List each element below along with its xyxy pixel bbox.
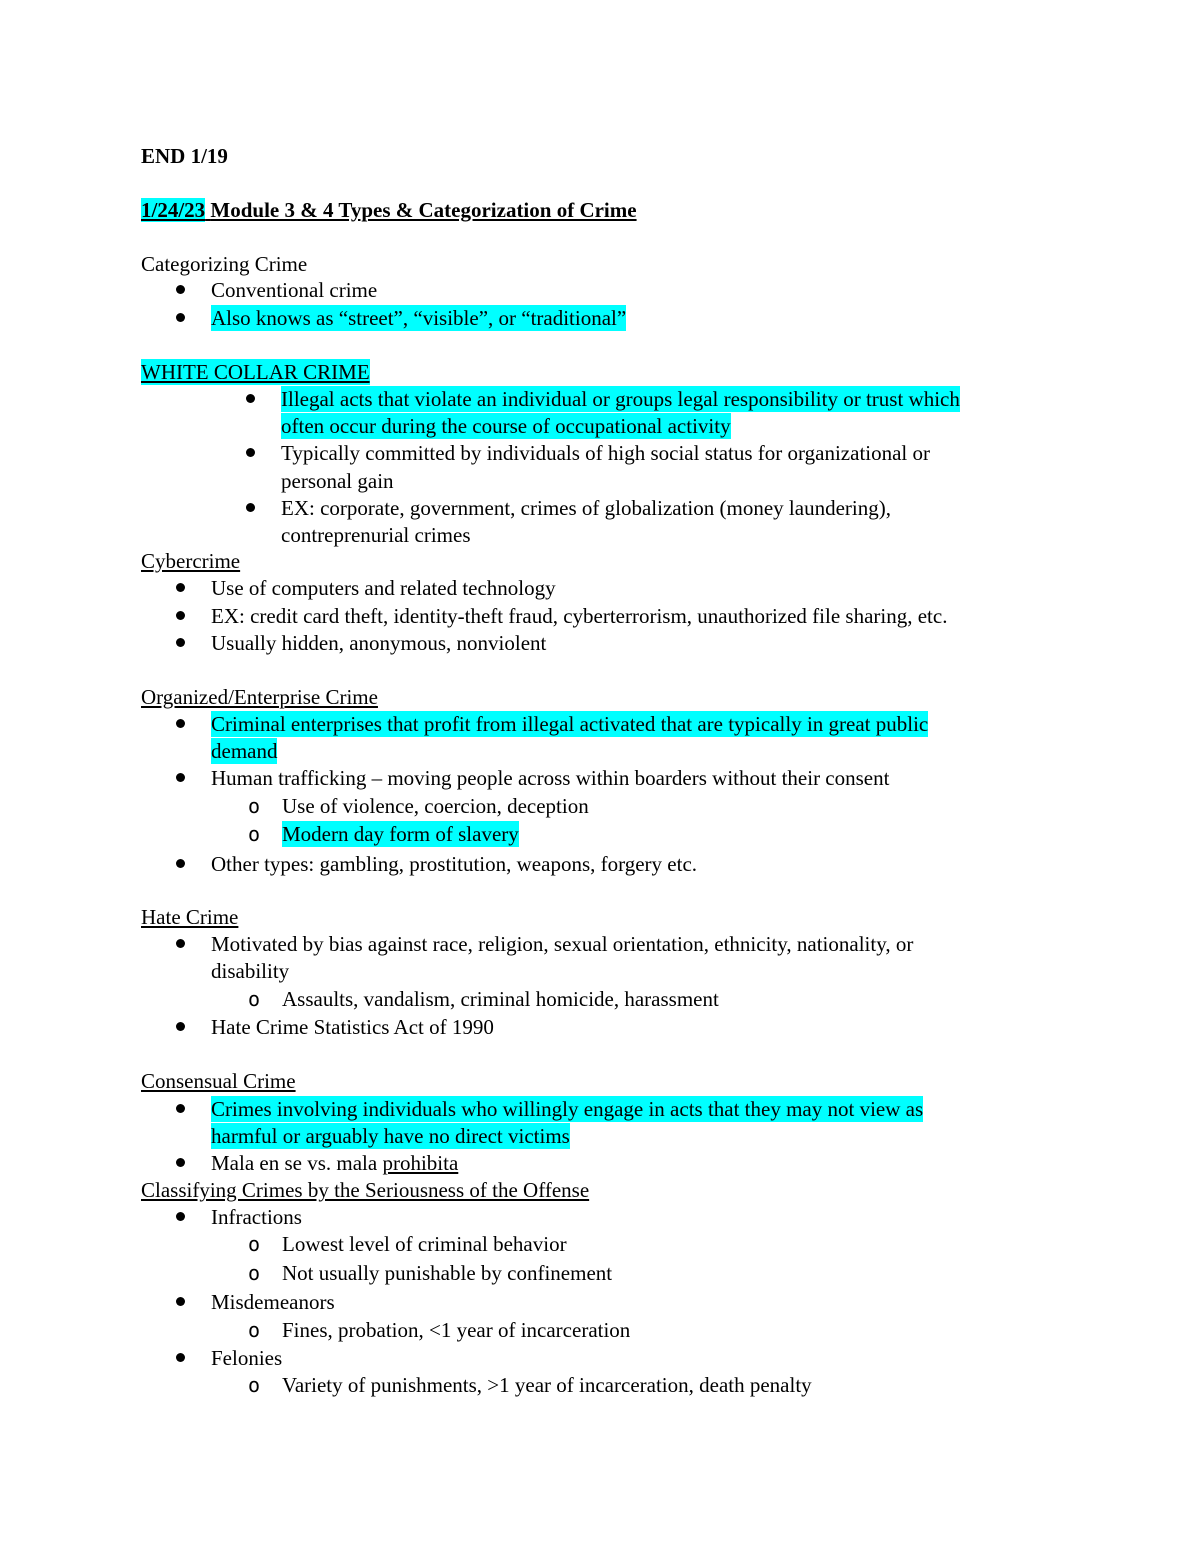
- list-item-highlighted: Also knows as “street”, “visible”, or “traditional”: [211, 306, 627, 330]
- bullet-icon: [176, 939, 185, 948]
- list-item: EX: credit card theft, identity-theft fraud, cyberterrorism, unauthorized file sharing, etc.: [211, 604, 948, 628]
- bullet-icon: [246, 394, 255, 403]
- list-item-continuation: contreprenurial crimes: [281, 523, 471, 547]
- page-title: [141, 197, 637, 223]
- sub-list-item: Lowest level of criminal behavior: [282, 1232, 567, 1256]
- bullet-icon: [176, 773, 185, 782]
- sub-bullet-icon: o: [248, 794, 261, 818]
- sub-list-item: Use of violence, coercion, deception: [282, 794, 589, 818]
- bullet-icon: [176, 638, 185, 647]
- bullet-icon: [176, 1297, 185, 1306]
- mala-text: Mala en se vs. mala: [211, 1151, 383, 1175]
- list-item: Human trafficking – moving people across within boarders without their consent: [211, 766, 890, 790]
- categorizing-heading: Categorizing Crime: [141, 252, 308, 276]
- consensual-crime-heading: Consensual Crime: [141, 1069, 296, 1093]
- list-item-continuation: often occur during the course of occupational activity: [281, 414, 731, 438]
- sub-bullet-icon: o: [248, 1261, 261, 1285]
- end-marker: END 1/19: [141, 144, 228, 168]
- cybercrime-heading: Cybercrime: [141, 549, 241, 573]
- list-item: Typically committed by individuals of high social status for organizational or: [281, 441, 931, 465]
- list-item: [211, 1150, 458, 1176]
- list-item-continuation: disability: [211, 959, 290, 983]
- list-item-highlighted: Criminal enterprises that profit from illegal activated that are typically in great public: [211, 712, 929, 736]
- list-item: Conventional crime: [211, 278, 378, 302]
- bullet-icon: [176, 859, 185, 868]
- classifying-heading: Classifying Crimes by the Seriousness of the Offense: [141, 1178, 590, 1202]
- sub-bullet-icon: o: [248, 1232, 261, 1256]
- sub-list-item: Variety of punishments, >1 year of incarceration, death penalty: [282, 1373, 812, 1397]
- bullet-icon: [176, 611, 185, 620]
- sub-bullet-icon: o: [248, 987, 261, 1011]
- sub-bullet-icon: o: [248, 1373, 261, 1397]
- list-item: Usually hidden, anonymous, nonviolent: [211, 631, 547, 655]
- list-item: Other types: gambling, prostitution, weapons, forgery etc.: [211, 852, 698, 876]
- prohibita-text: prohibita: [382, 1151, 459, 1175]
- bullet-icon: [246, 448, 255, 457]
- title-date: 1/24/23: [141, 198, 206, 222]
- list-item: Use of computers and related technology: [211, 576, 556, 600]
- sub-list-item-highlighted: Modern day form of slavery: [282, 822, 519, 846]
- sub-list-item: Assaults, vandalism, criminal homicide, harassment: [282, 987, 719, 1011]
- list-item-continuation: harmful or arguably have no direct victims: [211, 1124, 570, 1148]
- bullet-icon: [176, 583, 185, 592]
- sub-bullet-icon: o: [248, 1318, 261, 1342]
- list-item: EX: corporate, government, crimes of globalization (money laundering),: [281, 496, 891, 520]
- bullet-icon: [176, 313, 185, 322]
- title-text: Module 3 & 4 Types & Categorization of Crime: [210, 198, 637, 222]
- list-item-highlighted: Illegal acts that violate an individual or groups legal responsibility or trust which: [281, 387, 960, 411]
- bullet-icon: [176, 1022, 185, 1031]
- sub-list-item: Not usually punishable by confinement: [282, 1261, 613, 1285]
- sub-list-item: Fines, probation, <1 year of incarceration: [282, 1318, 631, 1342]
- list-item-continuation: demand: [211, 739, 278, 763]
- bullet-icon: [246, 503, 255, 512]
- bullet-icon: [176, 1212, 185, 1221]
- list-item: Felonies: [211, 1346, 283, 1370]
- bullet-icon: [176, 719, 185, 728]
- bullet-icon: [176, 285, 185, 294]
- white-collar-heading: WHITE COLLAR CRIME: [141, 360, 370, 384]
- bullet-icon: [176, 1104, 185, 1113]
- list-item: Infractions: [211, 1205, 302, 1229]
- organized-heading: Organized/Enterprise Crime: [141, 685, 378, 709]
- sub-bullet-icon: o: [248, 822, 261, 846]
- bullet-icon: [176, 1353, 185, 1362]
- list-item-highlighted: Crimes involving individuals who willingly engage in acts that they may not view as: [211, 1097, 924, 1121]
- list-item: Misdemeanors: [211, 1290, 335, 1314]
- list-item-continuation: personal gain: [281, 469, 394, 493]
- list-item: Hate Crime Statistics Act of 1990: [211, 1015, 494, 1039]
- list-item: Motivated by bias against race, religion, sexual orientation, ethnicity, nationality, or: [211, 932, 914, 956]
- bullet-icon: [176, 1158, 185, 1167]
- hate-crime-heading: Hate Crime: [141, 905, 239, 929]
